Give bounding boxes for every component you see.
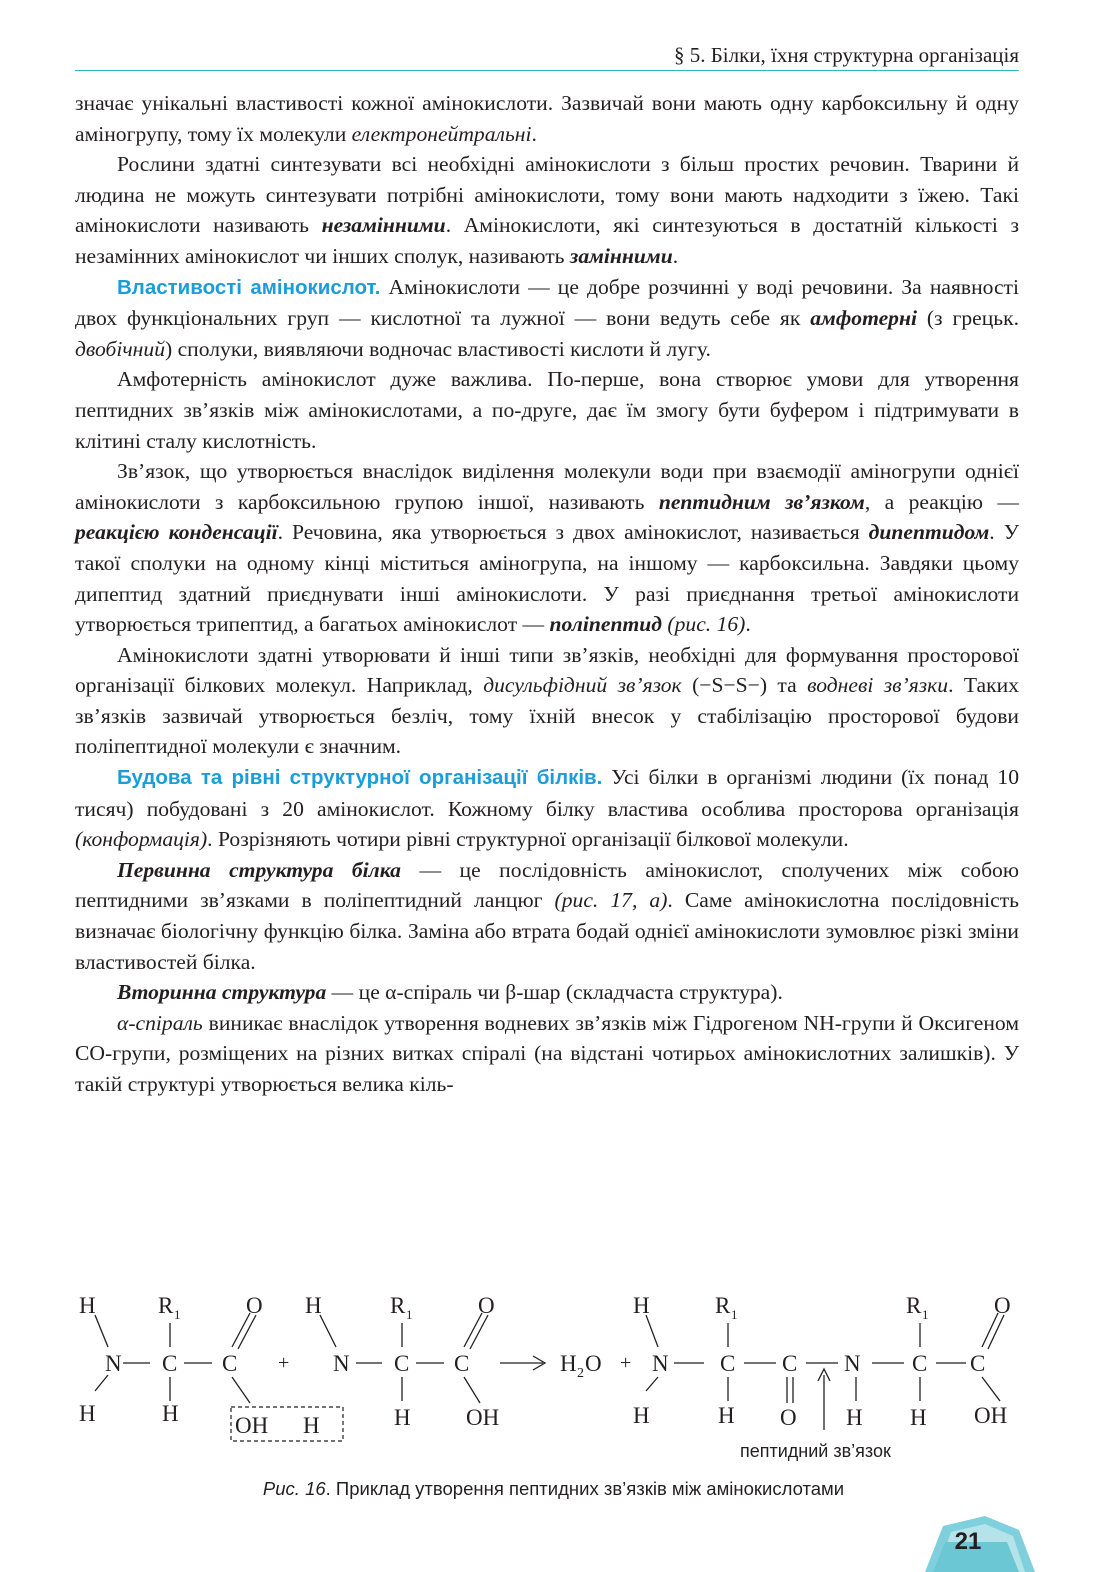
term: поліпептид: [549, 612, 663, 637]
paragraph-10: [75, 1008, 1019, 1100]
paragraph-7: [75, 762, 1019, 855]
paragraph-3: [75, 272, 1019, 365]
text-run: Зв’язок, що утворюється внаслідок виділення молекули води при взаємодії аміногрупи однієї амінокислоти з карбоксильною групою іншої, називають: [75, 459, 1019, 514]
atom-label: R: [715, 1293, 731, 1318]
atom-label: R: [158, 1293, 174, 1318]
atom-label: H: [633, 1403, 650, 1428]
text-run: .: [672, 243, 679, 268]
peptide-bond-diagram: [60, 1285, 1050, 1470]
peptide-bond-label: пептидний зв’язок: [740, 1441, 891, 1461]
caption-text: . Приклад утворення пептидних зв’язків між амінокислотами: [325, 1478, 845, 1499]
atom-label: C: [912, 1351, 928, 1376]
paragraph-6: [75, 640, 1019, 762]
text-run: .: [745, 612, 751, 637]
text-run: . Таких зв’язків зазвичай утворюється безліч, тому їхній внесок у стабілізацію просторової будови поліпептидної молекули є значним.: [75, 673, 1019, 759]
atom-label: H: [303, 1413, 320, 1438]
atom-label: H: [633, 1293, 650, 1318]
term: дипептидом: [868, 520, 990, 545]
atom-label: O: [246, 1293, 263, 1318]
plus-sign: +: [278, 1352, 290, 1374]
header-title: § 5. Білки, їхня структурна організація: [673, 43, 1019, 67]
atom-label: N: [844, 1351, 861, 1376]
text-run: — це послідовність амінокислот, сполучених між собою пептидними зв’язками в поліпептидний ланцюг: [75, 857, 1019, 913]
text-run: , а реакцію —: [864, 489, 1019, 514]
atom-label: C: [720, 1351, 736, 1376]
text-run: . Саме амінокислотна послідовність визначає біологічну функцію білка. Заміна або втрата бодай однієї амінокислоти зумовлює різкі зміни властивостей білка.: [75, 888, 1020, 974]
term: замінними: [569, 243, 673, 268]
text-run: виникає внаслідок утворення водневих зв’язків між Гідрогеном NH-групи й Оксигеном CO-групи, розміщених на різних витках спіралі (на відстані чотирьох амінокислотних залишків). У такій структурі утворюється велика кіль-: [75, 1010, 1019, 1096]
running-header: [75, 41, 1019, 71]
paragraph-2: [75, 149, 1019, 271]
text-run: . Речовина, яка утворюється з двох амінокислот, називається: [277, 520, 869, 545]
emphasis: водневі зв’язки: [807, 673, 949, 698]
text-run: Усі білки в організмі людини (їх понад 10 тисяч) побудовані з 20 амінокислот. Кожному білку властива особлива просторова організація: [75, 765, 1019, 821]
emphasis: електронейтральні: [351, 121, 532, 146]
paragraph-8: [75, 855, 1019, 977]
atom-label: R: [906, 1293, 922, 1318]
emphasis: (конформація): [75, 827, 208, 852]
atom-label: H: [846, 1405, 863, 1430]
atom-label: H: [560, 1351, 577, 1376]
atom-label: H: [162, 1401, 179, 1426]
atom-subscript: 1: [922, 1307, 929, 1322]
atom-label: N: [652, 1351, 669, 1376]
figure-caption: [0, 1478, 1107, 1500]
section-heading: Будова та рівні структурної організації білків.: [117, 766, 603, 790]
atom-label: N: [333, 1351, 350, 1376]
atom-label: C: [162, 1351, 178, 1376]
figure-reference: (рис. 17, а): [554, 888, 668, 913]
atom-label: N: [105, 1351, 122, 1376]
emphasis: двобічний: [75, 336, 165, 361]
caption-label: Рис. 16: [262, 1478, 326, 1499]
atom-label: R: [390, 1293, 406, 1318]
atom-label: H: [305, 1293, 322, 1318]
text-run: значає унікальні властивості кожної амінокислоти. Зазвичай вони мають одну карбоксильну й одну аміногрупу, тому їх молекули: [75, 91, 1019, 146]
body-text: [75, 88, 1019, 1100]
text-run: Амінокислоти здатні утворювати й інші типи зв’язків, необхідні для формування просторової організації білкових молекул. Наприклад,: [75, 642, 1019, 698]
figure-reference: (рис. 16): [662, 612, 746, 637]
atom-label: H: [79, 1401, 96, 1426]
term: реакцією конденсації: [75, 520, 278, 545]
atom-subscript: 1: [731, 1307, 738, 1322]
paragraph-4: [75, 364, 1019, 456]
header-rule: [75, 70, 1019, 72]
atom-label: O: [994, 1293, 1011, 1318]
atom-label: H: [910, 1405, 927, 1430]
paragraph-5: [75, 456, 1019, 640]
atom-label: H: [718, 1403, 735, 1428]
atom-label: C: [782, 1351, 798, 1376]
term: амфотерні: [810, 306, 917, 331]
atom-subscript: 1: [174, 1307, 181, 1322]
text-run: ) сполуки, виявляючи водночас властивості кислоти й лугу.: [165, 336, 711, 361]
text-run: (з грецьк.: [916, 306, 1019, 331]
text-run: Рослини здатні синтезувати всі необхідні амінокислоти з більш простих речовин. Тварини й людина не можуть синтезувати потрібні амінокислоти, тому вони мають надходити з їжею. Такі амінокислоти називають: [75, 152, 1019, 238]
term: незамінними: [321, 213, 446, 238]
text-run: . Розрізняють чотири рівні структурної організації білкової молекули.: [207, 827, 849, 852]
atom-label: C: [970, 1351, 986, 1376]
text-run: Амінокислоти — це добре розчинні у воді речовини. За наявності двох функціональних груп — кислотної та лужної — вони ведуть себе як: [75, 274, 1019, 331]
section-heading: Властивості амінокислот.: [117, 275, 381, 299]
atom-label: OH: [466, 1405, 500, 1430]
term: Вторинна структура: [117, 980, 327, 1005]
plus-sign: +: [620, 1352, 632, 1374]
emphasis: α-спіраль: [117, 1010, 203, 1035]
paragraph-1: [75, 88, 1019, 149]
term: пептидним зв’язком: [658, 489, 865, 514]
atom-label: O: [478, 1293, 495, 1318]
text-run: . Амінокислоти, які синтезуються в достатній кількості з незамінних амінокислот чи інших сполук, називають: [75, 213, 1019, 268]
page-number: 21: [954, 1528, 982, 1555]
text-run: Амфотерність амінокислот дуже важлива. По-перше, вона створює умови для утворення пептидних зв’язків між амінокислотами, а по-друге, дає їм змогу бути буфером і підтримувати в клітині сталу кислотність.: [75, 367, 1019, 453]
text-run: .: [531, 121, 537, 146]
term: Первинна структура білка: [117, 857, 401, 882]
atom-label: C: [394, 1351, 410, 1376]
atom-label: O: [780, 1405, 797, 1430]
text-run: (−S−S−) та: [681, 673, 808, 698]
paragraph-9: [75, 977, 1019, 1008]
atom-label: OH: [235, 1413, 269, 1438]
text-run: — це α-спіраль чи β-шар (складчаста структура).: [326, 980, 783, 1005]
atom-label: C: [454, 1351, 470, 1376]
atom-subscript: 1: [406, 1307, 413, 1322]
atom-label: H: [79, 1293, 96, 1318]
text-run: . У такої сполуки на одному кінці міститься аміногрупа, на іншому — карбоксильна. Завдяки цьому дипептид здатний приєднувати інші амінокислоти. У разі приєднання третьої амінокислоти утворюється трипептид, а багатьох амінокислот —: [75, 520, 1019, 637]
atom-label: O: [585, 1351, 602, 1376]
atom-subscript: 2: [577, 1366, 584, 1381]
atom-label: OH: [974, 1403, 1008, 1428]
emphasis: дисульфідний зв’язок: [483, 673, 682, 698]
atom-label: C: [222, 1351, 238, 1376]
atom-label: H: [394, 1405, 411, 1430]
